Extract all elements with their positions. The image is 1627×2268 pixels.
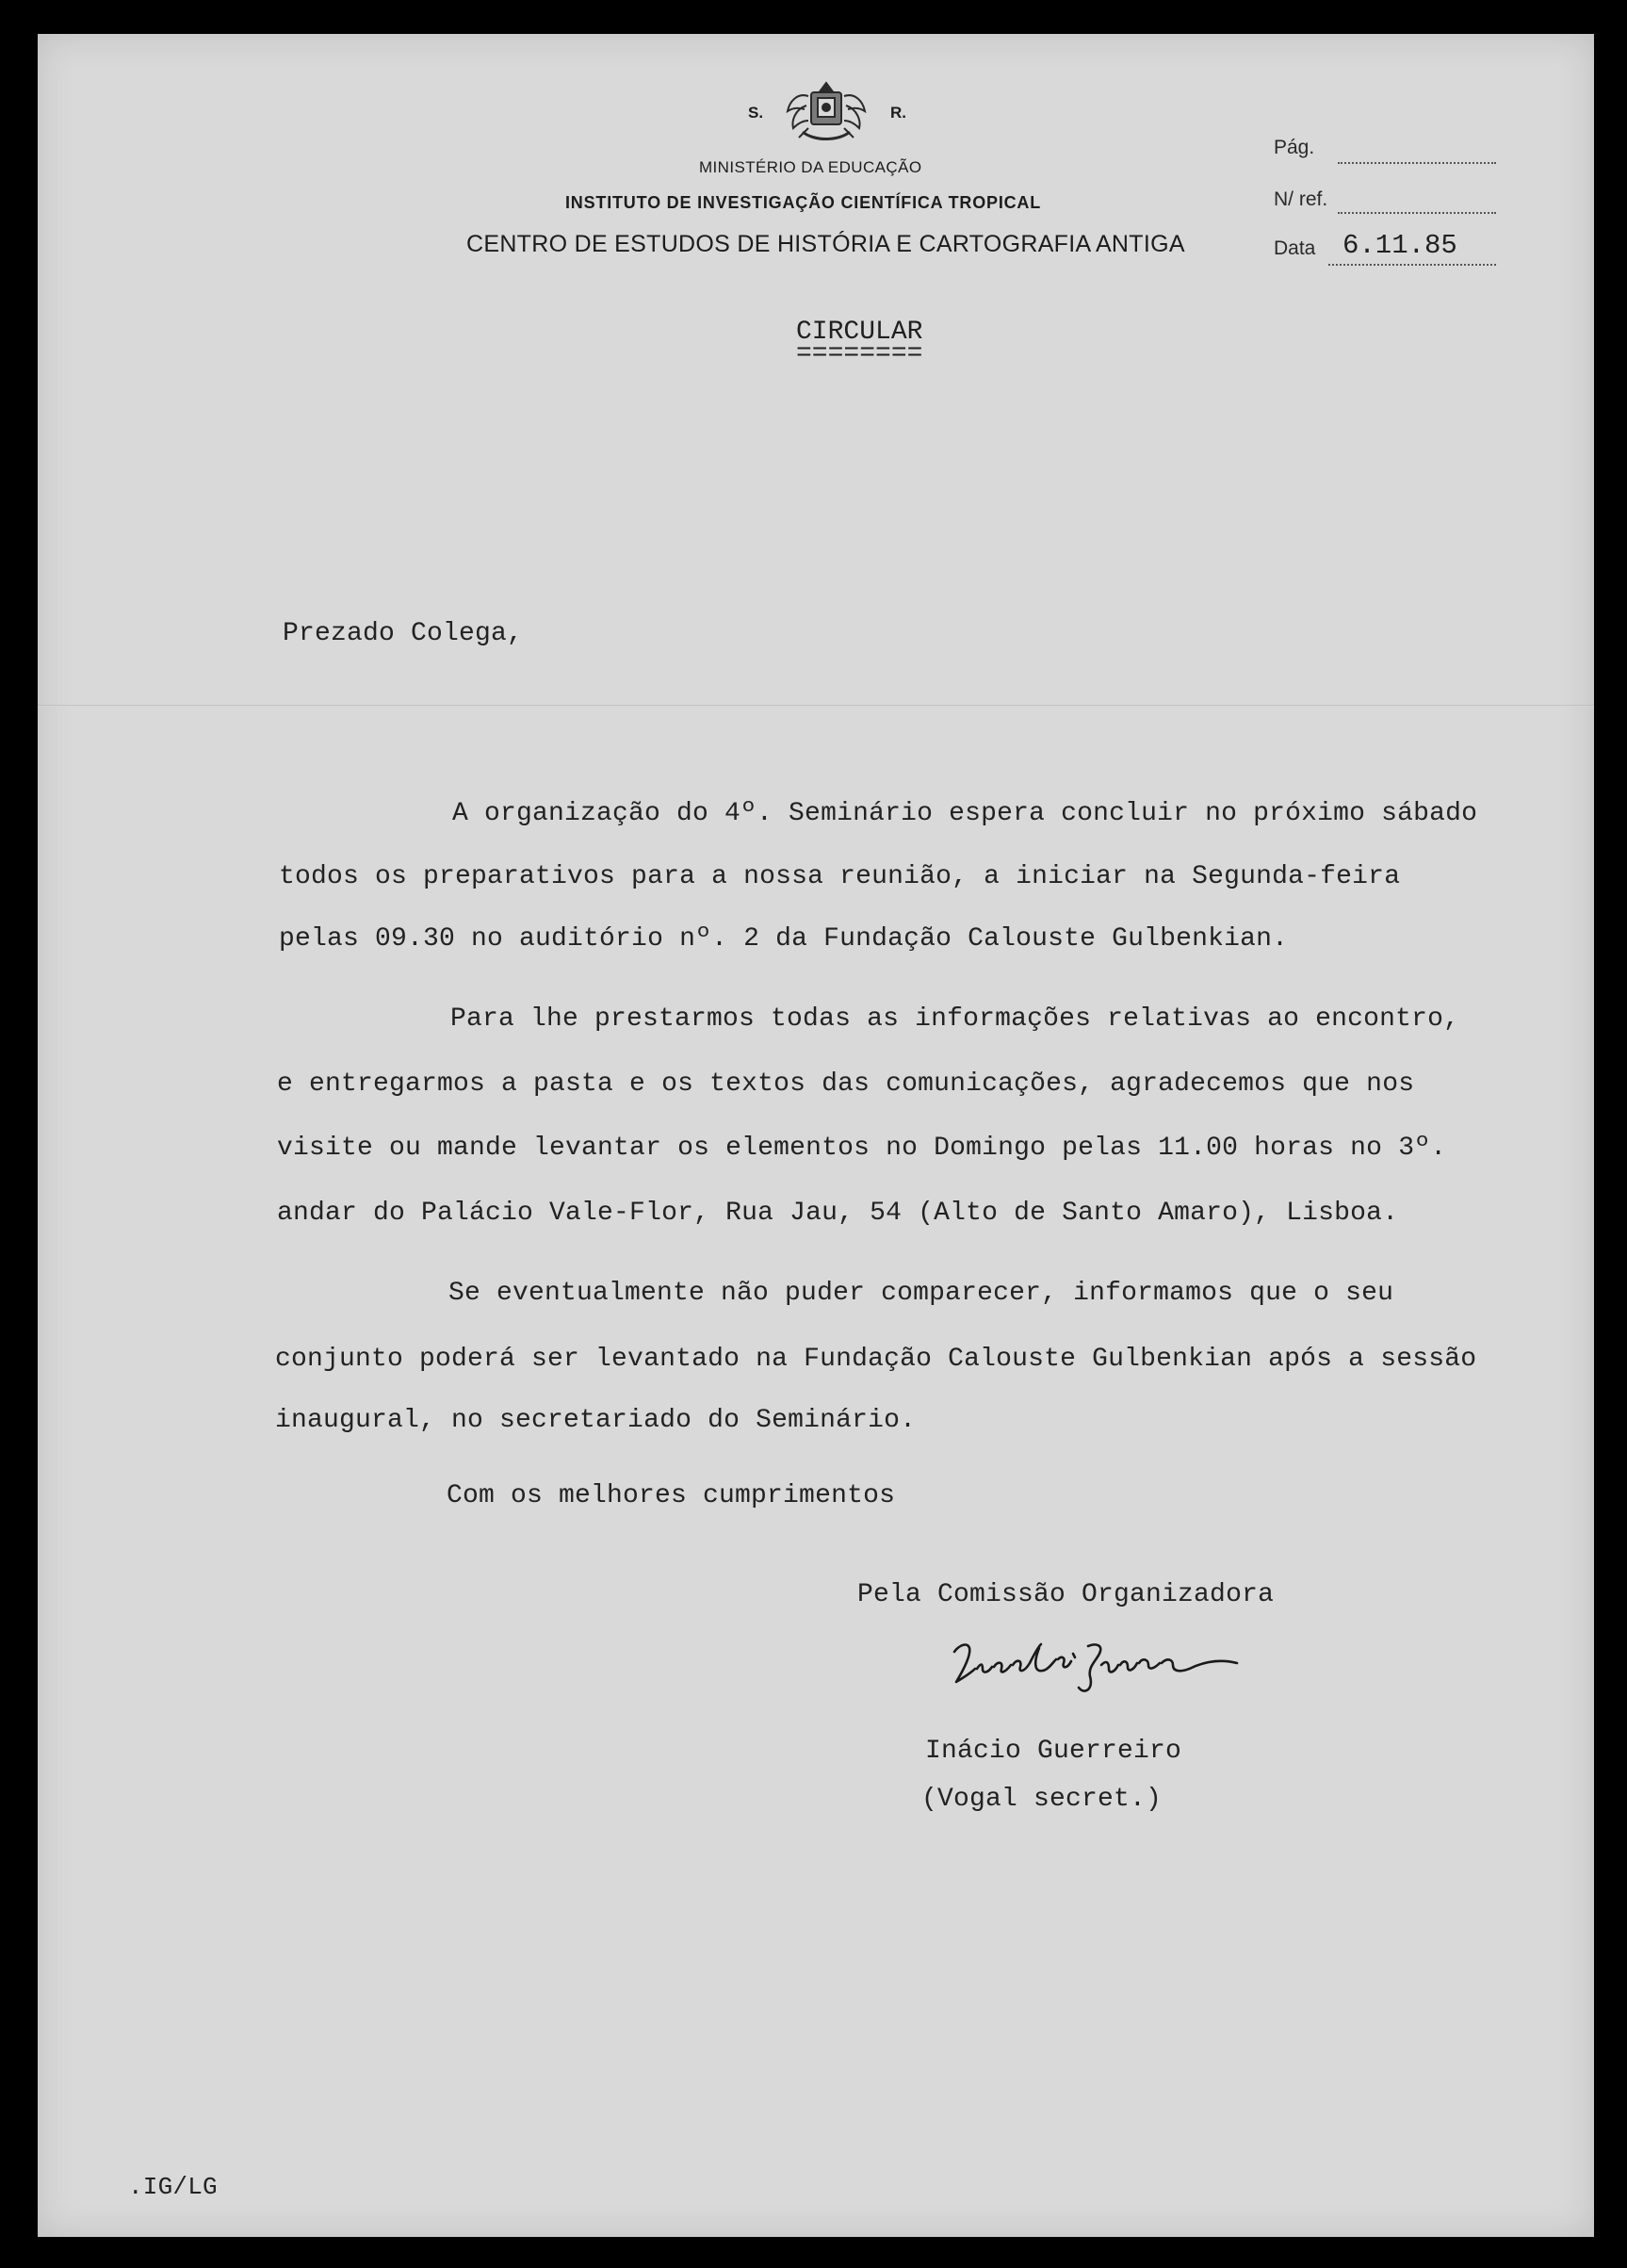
salutation: Prezado Colega,: [283, 619, 524, 648]
signatory-name: Inácio Guerreiro: [925, 1737, 1182, 1766]
institute-name: INSTITUTO DE INVESTIGAÇÃO CIENTÍFICA TROPICAL: [565, 193, 1042, 212]
reference-label: N/ ref.: [1274, 188, 1328, 210]
paragraph-1-line-2: todos os preparativos para a nossa reunião, a iniciar na Segunda-feira: [279, 862, 1401, 891]
signatory-role: (Vogal secret.): [921, 1785, 1163, 1814]
paragraph-1-line-3: pelas 09.30 no auditório nº. 2 da Fundação Calouste Gulbenkian.: [279, 924, 1289, 954]
paragraph-2-line-1: Para lhe prestarmos todas as informações relativas ao encontro,: [450, 1004, 1460, 1034]
page-number-label: Pág.: [1274, 137, 1315, 158]
page-number-dotted-line: [1338, 161, 1496, 164]
on-behalf-line: Pela Comissão Organizadora: [857, 1580, 1275, 1609]
paragraph-2-line-3: visite ou mande levantar os elementos no Domingo pelas 11.00 horas no 3º.: [277, 1134, 1447, 1163]
paper-fold-line: [38, 705, 1594, 707]
typist-initials: .IG/LG: [128, 2173, 218, 2201]
coat-of-arms-icon: [780, 77, 872, 151]
paragraph-3-line-3: inaugural, no secretariado do Seminário.: [275, 1406, 917, 1435]
paragraph-2-line-2: e entregarmos a pasta e os textos das comunicações, agradecemos que nos: [277, 1069, 1415, 1099]
ministry-name: MINISTÉRIO DA EDUCAÇÃO: [699, 158, 922, 176]
date-label: Data: [1274, 237, 1316, 259]
paragraph-3-line-1: Se eventualmente não puder comparecer, informamos que o seu: [448, 1279, 1394, 1308]
closing-line: Com os melhores cumprimentos: [447, 1481, 896, 1510]
date-dotted-line: [1328, 263, 1496, 266]
centre-name: CENTRO DE ESTUDOS DE HISTÓRIA E CARTOGRAFIA ANTIGA: [466, 231, 1185, 257]
letterhead-r-mark: R.: [890, 104, 906, 122]
reference-dotted-line: [1338, 211, 1496, 214]
title-double-underline: ========: [796, 339, 923, 368]
letterhead-s-mark: S.: [748, 104, 764, 122]
paragraph-3-line-2: conjunto poderá ser levantado na Fundação Calouste Gulbenkian após a sessão: [275, 1345, 1477, 1374]
date-value: 6.11.85: [1342, 230, 1457, 261]
document-title: CIRCULAR: [796, 318, 923, 347]
paragraph-2-line-4: andar do Palácio Vale-Flor, Rua Jau, 54 (Alto de Santo Amaro), Lisboa.: [277, 1199, 1399, 1228]
paragraph-1-line-1: A organização do 4º. Seminário espera concluir no próximo sábado: [452, 799, 1478, 828]
handwritten-signature: [947, 1635, 1248, 1701]
